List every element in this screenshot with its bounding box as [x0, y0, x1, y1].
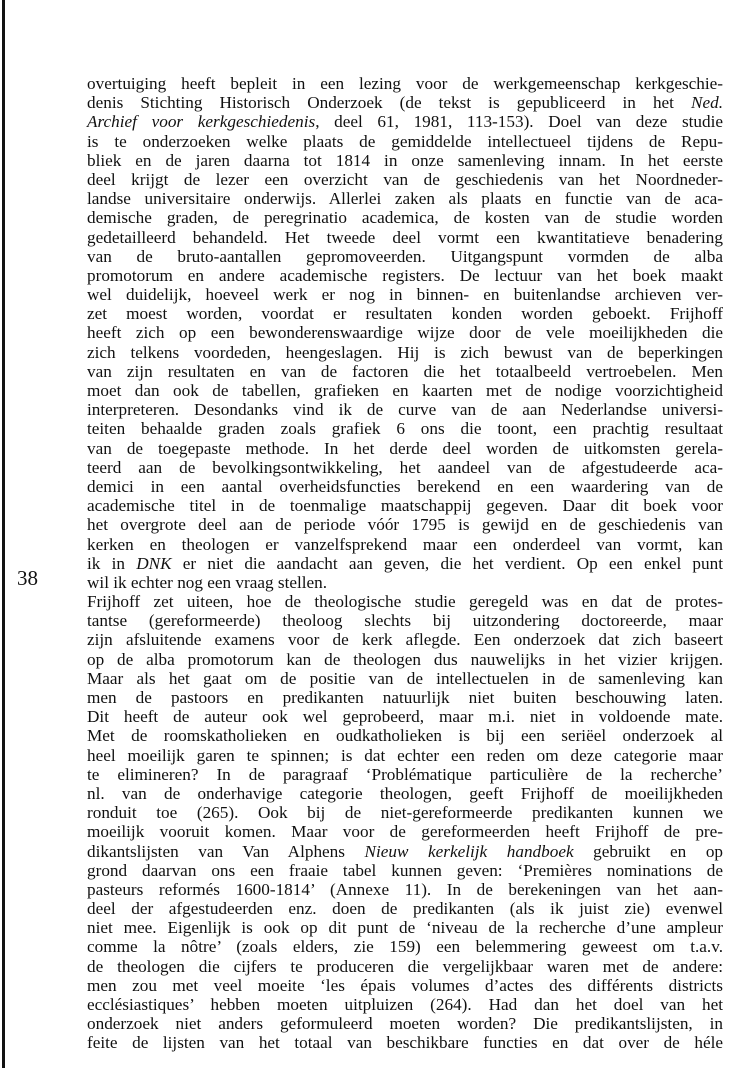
text-line	[87, 765, 723, 784]
text-segment: moeilijk vooruit komen. Maar voor de gereformeerden heeft Frijhoff de pre-	[87, 822, 723, 842]
text-segment: Met de roomskatholieken en oudkatholieken is bij een seriëel onderzoek al	[87, 726, 723, 746]
text-line	[87, 592, 723, 611]
text-segment: de theologen die cijfers te produceren die vergelijkbaar waren met de andere:	[87, 956, 723, 976]
text-line	[87, 611, 723, 630]
text-segment: moet dan ook de tabellen, grafieken en kaarten met de nodige voorzichtigheid	[87, 381, 723, 400]
text-line	[87, 419, 723, 438]
text-segment: grond daarvan ons een fraaie tabel kunnen geven: ‘Premières nominations de	[87, 860, 723, 880]
text-segment: Dit heeft de auteur ook wel geprobeerd, maar m.i. niet in voldoende mate.	[87, 707, 723, 727]
text-line	[87, 170, 723, 189]
text-segment: comme la nôtre’ (zoals elders, zie 159) een belemmering geweest om t.a.v.	[87, 937, 723, 957]
text-line	[87, 1033, 723, 1052]
text-segment: heel moeilijk garen te spinnen; is dat echter een reden om deze categorie maar	[87, 745, 723, 765]
text-line	[87, 822, 723, 841]
text-line	[87, 285, 723, 304]
text-line	[87, 937, 723, 956]
text-segment: zijn afsluitende examens voor de kerk aflegde. Een onderzoek dat zich baseert	[87, 630, 723, 650]
text-line	[87, 266, 723, 285]
text-line	[87, 899, 723, 918]
text-segment: gebruikt en op	[573, 841, 724, 861]
text-segment: niet mee. Eigenlijk is ook op dit punt de ‘niveau de la recherche d’une ampleur	[87, 918, 723, 938]
text-segment: wil ik echter nog een vraag stellen.	[87, 572, 328, 592]
text-line	[87, 496, 723, 515]
text-segment: deel der afgestudeerden enz. doen de predikanten (als ik juist zie) evenwel	[87, 899, 723, 919]
italic-title: Ned.	[691, 93, 723, 113]
paragraph	[87, 74, 723, 592]
text-line	[87, 650, 723, 669]
text-segment: pasteurs reformés 1600-1814’ (Annexe 11). In de berekeningen van het aan-	[87, 879, 723, 899]
text-segment: van de bruto-aantallen gepromoveerden. Uitgangspunt vormden de alba	[87, 246, 723, 266]
text-segment: landse universitaire onderwijs. Allerlei zaken als plaats en functie van de aca-	[87, 189, 723, 209]
text-segment: men zou met veel moeite ‘les épais volumes d’actes des différents districts	[87, 975, 723, 995]
text-segment: promotorum en andere academische registers. De lectuur van het boek maakt	[87, 265, 723, 285]
text-segment: feite de lijsten van het totaal van beschikbare functies en dat over de héle	[87, 1033, 723, 1053]
text-segment: ronduit toe (265). Ook bij de niet-gereformeerde predikanten kunnen we	[87, 803, 723, 823]
text-line	[87, 247, 723, 266]
text-line	[87, 726, 723, 745]
text-line	[87, 362, 723, 381]
text-segment: Maar als het gaat om de positie van de intellectuelen in de samenleving kan	[87, 668, 723, 688]
text-segment: , deel 61, 1981, 113-153). Doel van deze studie	[315, 112, 723, 132]
text-segment: er niet die aandacht aan geven, die het verdient. Op een enkel punt	[171, 553, 723, 573]
italic-title: Nieuw kerkelijk handboek	[364, 841, 574, 861]
text-line	[87, 304, 723, 323]
text-segment: denis Stichting Historisch Onderzoek (de tekst is gepubliceerd in het	[87, 93, 692, 113]
text-segment: teerd aan de bevolkingsontwikkeling, het aandeel van de afgestudeerde aca-	[87, 457, 723, 477]
text-line	[87, 151, 723, 170]
text-segment: te elimineren? In de paragraaf ‘Problématique particulière de la recherche’	[87, 764, 723, 784]
text-segment: heeft zich op een bewonderenswaardige wijze door de vele moeilijkheden die	[87, 323, 723, 343]
text-line	[87, 918, 723, 937]
text-line	[87, 688, 723, 707]
body-text	[87, 74, 723, 1053]
text-line	[87, 707, 723, 726]
text-segment: dikantslijsten van Van Alphens	[87, 841, 365, 861]
paragraph	[87, 592, 723, 1053]
text-segment: men de pastoors en predikanten natuurlijk niet buiten beschouwing laten.	[87, 688, 723, 707]
text-line	[87, 957, 723, 976]
text-segment: nl. van de onderhavige categorie theologen, geeft Frijhoff de moeilijkheden	[87, 783, 723, 803]
italic-title: DNK	[136, 553, 172, 573]
text-segment: gedetailleerd behandeld. Het tweede deel vormt een kwantitatieve benadering	[87, 227, 723, 247]
text-line	[87, 323, 723, 342]
text-line	[87, 861, 723, 880]
text-line	[87, 381, 723, 400]
text-line	[87, 189, 723, 208]
text-line	[87, 477, 723, 496]
text-segment: het overgrote deel aan de periode vóór 1795 is gewijd en de geschiedenis van	[87, 515, 723, 535]
text-segment: wel duidelijk, hoeveel werk er nog in binnen- en buitenlandse archieven ver-	[87, 285, 723, 305]
text-line	[87, 74, 723, 93]
text-line	[87, 400, 723, 419]
text-line	[87, 573, 723, 592]
text-line	[87, 458, 723, 477]
text-line	[87, 669, 723, 688]
text-segment: van zijn resultaten en van de factoren die het totaalbeeld vertroebelen. Men	[87, 361, 723, 381]
page-number: 38	[17, 566, 38, 590]
italic-title: Archief voor kerkgeschiedenis	[87, 112, 316, 132]
page-edge-rule	[2, 0, 5, 1068]
text-line	[87, 803, 723, 822]
text-line	[87, 343, 723, 362]
text-segment: kerken en theologen er vanzelfsprekend maar een onderdeel van vormt, kan	[87, 534, 723, 554]
text-segment: overtuiging heeft bepleit in een lezing voor de werkgemeenschap kerkgeschie-	[87, 74, 723, 93]
text-segment: interpreteren. Desondanks vind ik de curve van de aan Nederlandse universi-	[87, 400, 723, 420]
text-line	[87, 515, 723, 534]
text-segment: zich telkens voordeden, heengeslagen. Hij is zich bewust van de beperkingen	[87, 342, 723, 362]
text-line	[87, 880, 723, 899]
text-line	[87, 1014, 723, 1033]
text-segment: demische graden, de peregrinatio academica, de kosten van de studie worden	[87, 208, 723, 228]
text-line	[87, 439, 723, 458]
text-line	[87, 976, 723, 995]
text-line	[87, 93, 723, 112]
text-segment: academische titel in de toenmalige maatschappij gegeven. Daar dit boek voor	[87, 496, 723, 516]
text-segment: demici in een aantal overheidsfuncties berekend en een waardering van de	[87, 476, 723, 496]
text-segment: van de toegepaste methode. In het derde deel worden de uitkomsten gerela-	[87, 438, 723, 458]
text-segment: is te onderzoeken welke plaats de gemiddelde intellectueel tijdens de Repu-	[87, 131, 723, 151]
text-line	[87, 554, 723, 573]
text-line	[87, 535, 723, 554]
text-segment: zet moest worden, voordat er resultaten konden worden geboekt. Frijhoff	[87, 304, 723, 324]
text-segment: op de alba promotorum kan de theologen dus nauwelijks in het vizier krijgen.	[87, 649, 723, 669]
text-segment: ik in	[87, 553, 137, 573]
text-line	[87, 630, 723, 649]
text-line	[87, 228, 723, 247]
text-line	[87, 784, 723, 803]
text-segment: tantse (gereformeerde) theoloog slechts bij uitzondering doctoreerde, maar	[87, 611, 723, 631]
text-line	[87, 132, 723, 151]
text-segment: deel krijgt de lezer een overzicht van de geschiedenis van het Noordneder-	[87, 169, 723, 189]
text-line	[87, 842, 723, 861]
text-segment: teiten behaalde graden zoals grafiek 6 ons die toont, een prachtig resultaat	[87, 419, 723, 439]
text-line	[87, 208, 723, 227]
text-segment: Frijhoff zet uiteen, hoe de theologische studie geregeld was en dat de protes-	[87, 592, 723, 612]
text-segment: ecclésiastiques’ hebben moeten uitpluizen (264). Had dan het doel van het	[87, 995, 723, 1014]
text-line	[87, 746, 723, 765]
text-segment: bliek en de jaren daarna tot 1814 in onze samenleving innam. In het eerste	[87, 150, 723, 170]
text-line	[87, 995, 723, 1014]
text-segment: onderzoek niet anders geformuleerd moeten worden? Die predikantslijsten, in	[87, 1014, 723, 1034]
text-line	[87, 112, 723, 131]
